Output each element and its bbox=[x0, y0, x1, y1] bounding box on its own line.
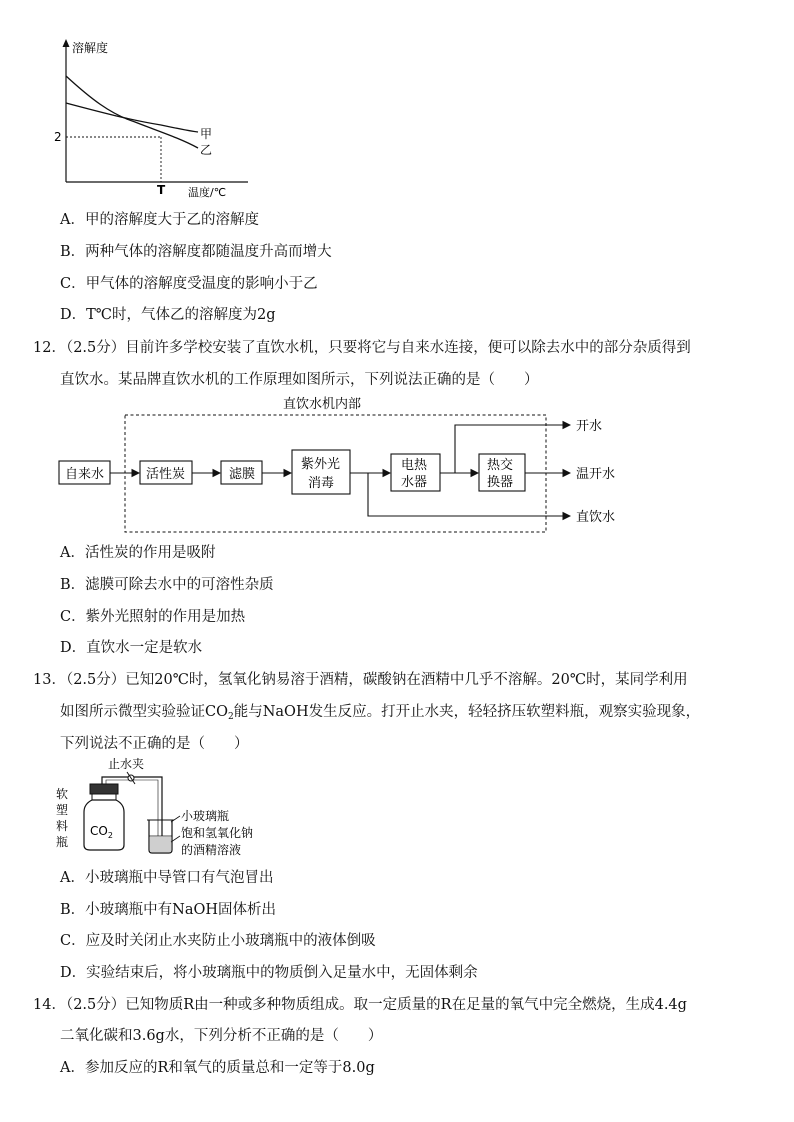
box-heater-label-1: 电热 bbox=[401, 458, 428, 473]
leader-line-1 bbox=[171, 816, 180, 822]
output-boiling-water: 开水 bbox=[576, 419, 603, 434]
solution-label-2: 的酒精溶液 bbox=[181, 843, 242, 857]
x-tick-label: T bbox=[157, 183, 166, 197]
q13-option-d: D．实验结束后，将小玻璃瓶中的物质倒入足量水中，无固体剩余 bbox=[60, 965, 478, 981]
box-exchanger-label-2: 换器 bbox=[487, 475, 514, 490]
q13-stem-line3: 下列说法不正确的是（ ） bbox=[60, 736, 249, 752]
q14-stem-line2: 二氧化碳和3.6g水，下列分析不正确的是（ ） bbox=[60, 1028, 383, 1044]
box-exchanger-label-1: 热交 bbox=[487, 458, 514, 473]
output-warm-water: 温开水 bbox=[576, 467, 616, 482]
solution-label-1: 饱和氢氧化钠 bbox=[181, 826, 254, 840]
diagram-title: 直饮水机内部 bbox=[283, 397, 362, 412]
q14-option-a: A．参加反应的R和氧气的质量总和一定等于8.0g bbox=[60, 1060, 375, 1076]
q12-option-b: B．滤膜可除去水中的可溶性杂质 bbox=[60, 577, 274, 593]
q12-option-c: C．紫外光照射的作用是加热 bbox=[60, 609, 246, 625]
series-label-jia: 甲 bbox=[200, 127, 213, 141]
box-uv-label-1: 紫外光 bbox=[301, 457, 341, 472]
series-label-yi: 乙 bbox=[200, 143, 213, 157]
q13-option-a: A．小玻璃瓶中导管口有气泡冒出 bbox=[60, 870, 274, 886]
water-dispenser-diagram bbox=[50, 390, 650, 540]
solution-fill bbox=[150, 837, 171, 852]
arrow-direct bbox=[368, 473, 570, 516]
bottle-label-3: 料 bbox=[56, 819, 69, 833]
bottle-label-4: 瓶 bbox=[56, 835, 69, 849]
box-activated-carbon-label: 活性炭 bbox=[146, 467, 186, 482]
q13-option-c: C．应及时关闭止水夹防止小玻璃瓶中的液体倒吸 bbox=[60, 933, 376, 949]
q14-stem-line1: 14．（2.5分）已知物质R由一种或多种物质组成。取一定质量的R在足量的氧气中完全燃烧，生成4.4g bbox=[33, 997, 687, 1013]
output-direct-water: 直饮水 bbox=[576, 510, 616, 525]
box-tap-water-label: 自来水 bbox=[65, 467, 105, 482]
y-axis-arrow bbox=[63, 39, 70, 47]
y-tick-label: 2 bbox=[54, 130, 62, 144]
q11-option-a: A．甲的溶解度大于乙的溶解度 bbox=[60, 212, 259, 228]
clamp-label: 止水夹 bbox=[108, 757, 145, 771]
q11-option-b: B．两种气体的溶解度都随温度升高而增大 bbox=[60, 244, 332, 260]
bottle-label-1: 软 bbox=[56, 787, 69, 801]
q12-stem-line1: 12．（2.5分）目前许多学校安装了直饮水机，只要将它与自来水连接，便可以除去水中的部分杂质得到 bbox=[33, 340, 691, 356]
bottle-neck bbox=[92, 794, 116, 800]
q12-option-a: A．活性炭的作用是吸附 bbox=[60, 545, 216, 561]
q11-option-c: C．甲气体的溶解度受温度的影响小于乙 bbox=[60, 276, 318, 292]
series-line-jia bbox=[66, 103, 198, 132]
q12-option-d: D．直饮水一定是软水 bbox=[60, 640, 203, 656]
co2-apparatus-diagram bbox=[50, 752, 310, 864]
q13-option-b: B．小玻璃瓶中有NaOH固体析出 bbox=[60, 902, 277, 918]
box-filter-membrane-label: 滤膜 bbox=[229, 467, 256, 482]
q11-option-d: D．T℃时，气体乙的溶解度为2g bbox=[60, 307, 276, 323]
q12-stem-line2: 直饮水。某品牌直饮水机的工作原理如图所示，下列说法正确的是（ ） bbox=[60, 372, 539, 388]
x-axis-label: 温度/℃ bbox=[188, 186, 227, 199]
q13-stem-line1: 13．（2.5分）已知20℃时，氢氧化钠易溶于酒精，碳酸钠在酒精中几乎不溶解。20℃时，某同学利用 bbox=[33, 672, 688, 688]
small-bottle-label: 小玻璃瓶 bbox=[181, 809, 230, 823]
solubility-chart bbox=[40, 34, 260, 204]
y-axis-label: 溶解度 bbox=[72, 41, 109, 55]
bottle-label-2: 塑 bbox=[56, 803, 69, 817]
box-uv-label-2: 消毒 bbox=[308, 476, 335, 491]
bottle-cap bbox=[90, 784, 118, 794]
dispenser-dashed-boundary bbox=[125, 415, 546, 532]
q13-stem-line2: 如图所示微型实验验证$CO_2$能与NaOH发生反应。打开止水夹，轻轻挤压软塑料瓶，观察实验现象， bbox=[60, 704, 701, 722]
box-heater-label-2: 水器 bbox=[401, 475, 428, 490]
bottle-gas-label: $CO_2$ bbox=[90, 824, 113, 840]
